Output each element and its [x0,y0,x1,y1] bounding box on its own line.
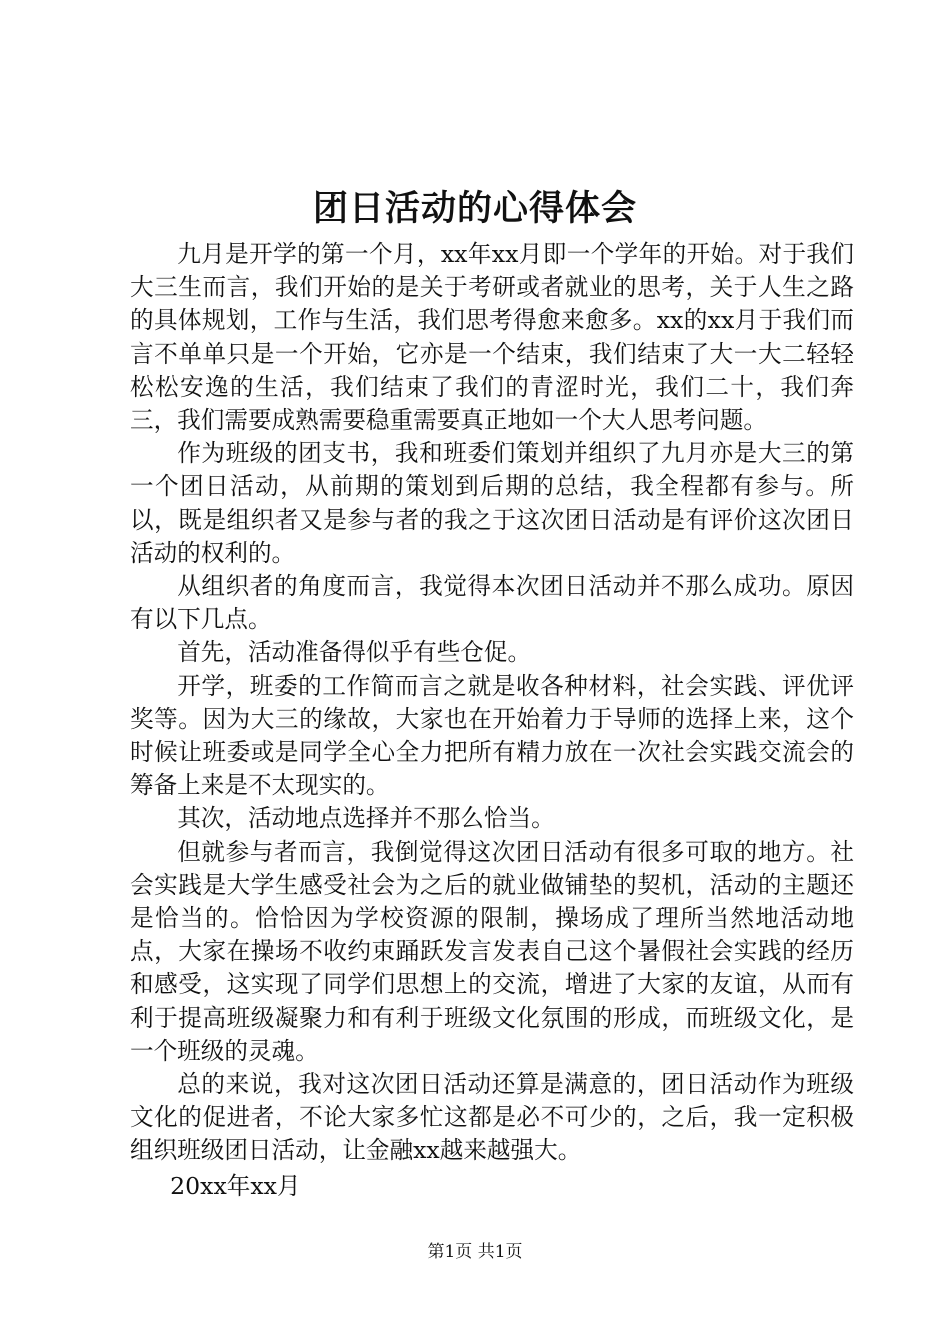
body-paragraph: 九月是开学的第一个月，xx年xx月即一个学年的开始。对于我们大三生而言，我们开始的是关于考研或者就业的思考，关于人生之路的具体规划，工作与生活，我们思考得愈来愈多。xx的xx月于我们而言不单单只是一个开始，它亦是一个结束，我们结束了大一大二轻轻松松安逸的生活，我们结束了我们的青涩时光，我们二十，我们奔三，我们需要成熟需要稳重需要真正地如一个大人思考问题。 [130,240,854,435]
body-paragraph: 但就参与者而言，我倒觉得这次团日活动有很多可取的地方。社会实践是大学生感受社会为之后的就业做铺垫的契机，活动的主题还是恰当的。恰恰因为学校资源的限制，操场成了理所当然地活动地点，大家在操场不收约束踊跃发言发表自己这个暑假社会实践的经历和感受，这实现了同学们思想上的交流，增进了大家的友谊，从而有利于提高班级凝聚力和有利于班级文化氛围的形成，而班级文化，是一个班级的灵魂。 [130,837,854,1065]
body-paragraph: 从组织者的角度而言，我觉得本次团日活动并不那么成功。原因有以下几点。 [130,572,854,634]
document-body [130,238,854,1203]
body-paragraph: 开学，班委的工作简而言之就是收各种材料，社会实践、评优评奖等。因为大三的缘故，大家也在开始着力于导师的选择上来，这个时候让班委或是同学全心全力把所有精力放在一次社会实践交流会的筹备上来是不太现实的。 [130,671,854,800]
body-paragraph: 作为班级的团支书，我和班委们策划并组织了九月亦是大三的第一个团日活动，从前期的策划到后期的总结，我全程都有参与。所以，既是组织者又是参与者的我之于这次团日活动是有评价这次团日活动的权利的。 [130,439,854,567]
body-paragraph: 其次，活动地点选择并不那么恰当。 [177,804,555,833]
document-title: 团日活动的心得体会 [312,188,637,229]
page-number-footer: 第1页 共1页 [427,1242,523,1262]
body-paragraph: 首先，活动准备得似乎有些仓促。 [177,638,532,667]
body-paragraph: 总的来说，我对这次团日活动还算是满意的，团日活动作为班级文化的促进者，不论大家多忙这都是必不可少的，之后，我一定积极组织班级团日活动，让金融xx越来越强大。 [130,1070,854,1165]
document-date: 20xx年xx月 [170,1171,301,1200]
